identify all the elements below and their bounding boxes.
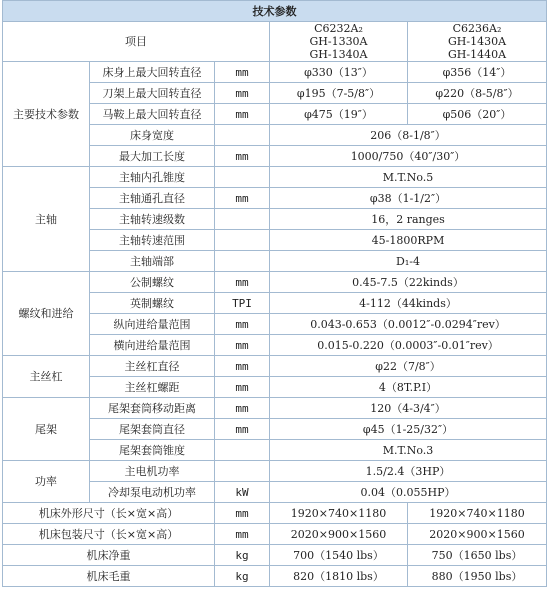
row-value: 16，2 ranges [270, 209, 547, 230]
row-unit: kW [215, 482, 270, 503]
row-value: 120（4-3/4″） [270, 398, 547, 419]
model-b-line-3: GH-1440A [447, 48, 507, 61]
row-name: 纵向进给量范围 [90, 314, 215, 335]
row-value: M.T.No.5 [270, 167, 547, 188]
section-label-leadscrew: 主丝杠 [3, 356, 90, 398]
row-name: 主轴内孔锥度 [90, 167, 215, 188]
row-unit [215, 440, 270, 461]
section-label-thread: 螺纹和进给 [3, 272, 90, 356]
table-row [3, 272, 547, 293]
row-value: φ38（1-1/2″） [270, 188, 547, 209]
table-row [3, 167, 547, 188]
row-value: 1000/750（40″/30″） [270, 146, 547, 167]
table-row [3, 566, 547, 587]
table-row [3, 545, 547, 566]
row-value-b: φ356（14″） [408, 62, 547, 83]
row-unit: mm [215, 503, 270, 524]
row-name: 机床净重 [3, 545, 215, 566]
row-value-a: 820（1810 lbs） [270, 566, 408, 587]
table-title: 技术参数 [3, 1, 547, 22]
row-unit [215, 209, 270, 230]
model-b-line-2: GH-1430A [447, 35, 507, 48]
row-value: 4-112（44kinds） [270, 293, 547, 314]
row-unit: mm [215, 188, 270, 209]
row-unit: mm [215, 335, 270, 356]
row-name: 公制螺纹 [90, 272, 215, 293]
row-value: 0.45-7.5（22kinds） [270, 272, 547, 293]
table-row [3, 524, 547, 545]
row-unit: mm [215, 356, 270, 377]
table-row [3, 356, 547, 377]
row-value: 0.043-0.653（0.0012″-0.0294″rev） [270, 314, 547, 335]
row-value-a: 1920×740×1180 [270, 503, 408, 524]
row-value-b: φ220（8-5/8″） [408, 83, 547, 104]
spec-table [2, 0, 547, 587]
row-unit [215, 230, 270, 251]
row-unit: mm [215, 314, 270, 335]
row-value-b: 2020×900×1560 [408, 524, 547, 545]
row-unit: mm [215, 524, 270, 545]
row-value: 45-1800RPM [270, 230, 547, 251]
row-value-a: 700（1540 lbs） [270, 545, 408, 566]
row-value: 4（8T.P.I） [270, 377, 547, 398]
row-name: 主轴通孔直径 [90, 188, 215, 209]
row-unit [215, 167, 270, 188]
row-value-a: φ330（13″） [270, 62, 408, 83]
table-row [3, 503, 547, 524]
row-name: 床身宽度 [90, 125, 215, 146]
row-name: 英制螺纹 [90, 293, 215, 314]
row-name: 冷却泵电动机功率 [90, 482, 215, 503]
table-row [3, 398, 547, 419]
row-unit: kg [215, 545, 270, 566]
table-row [3, 461, 547, 482]
row-name: 机床毛重 [3, 566, 215, 587]
model-a-header [270, 22, 408, 62]
row-name: 主丝杠螺距 [90, 377, 215, 398]
section-label-spindle: 主轴 [3, 167, 90, 272]
row-value: 1.5/2.4（3HP） [270, 461, 547, 482]
row-value: M.T.No.3 [270, 440, 547, 461]
row-value-a: φ475（19″） [270, 104, 408, 125]
row-unit: mm [215, 62, 270, 83]
row-value-a: φ195（7-5/8″） [270, 83, 408, 104]
row-unit: mm [215, 272, 270, 293]
item-header: 项目 [3, 22, 270, 62]
row-unit [215, 125, 270, 146]
row-value-b: φ506（20″） [408, 104, 547, 125]
row-value: D₁-4 [270, 251, 547, 272]
row-name: 主轴端部 [90, 251, 215, 272]
row-unit [215, 251, 270, 272]
model-b-line-1: C6236A₂ [452, 22, 502, 35]
row-value-a: 2020×900×1560 [270, 524, 408, 545]
model-a-line-2: GH-1330A [309, 35, 368, 48]
row-name: 刀架上最大回转直径 [90, 83, 215, 104]
row-name: 主轴转速范围 [90, 230, 215, 251]
row-unit: mm [215, 146, 270, 167]
row-name: 尾架套筒直径 [90, 419, 215, 440]
model-a-line-1: C6232A₂ [314, 22, 363, 35]
row-name: 机床外形尺寸（长×宽×高） [3, 503, 215, 524]
row-name: 机床包装尺寸（长×宽×高） [3, 524, 215, 545]
row-value-b: 750（1650 lbs） [408, 545, 547, 566]
row-name: 尾架套筒移动距离 [90, 398, 215, 419]
row-name: 主丝杠直径 [90, 356, 215, 377]
model-b-header [408, 22, 547, 62]
row-value: 0.015-0.220（0.0003″-0.01″rev） [270, 335, 547, 356]
row-name: 主电机功率 [90, 461, 215, 482]
row-unit: kg [215, 566, 270, 587]
row-value: 206（8-1/8″） [270, 125, 547, 146]
row-unit: mm [215, 83, 270, 104]
row-name: 最大加工长度 [90, 146, 215, 167]
row-name: 马鞍上最大回转直径 [90, 104, 215, 125]
table-row [3, 62, 547, 83]
row-name: 床身上最大回转直径 [90, 62, 215, 83]
section-label-main: 主要技术参数 [3, 62, 90, 167]
row-value: φ45（1-25/32″） [270, 419, 547, 440]
spec-table-container [2, 0, 548, 587]
row-unit: mm [215, 398, 270, 419]
row-name: 尾架套筒锥度 [90, 440, 215, 461]
row-value-b: 1920×740×1180 [408, 503, 547, 524]
model-a-line-3: GH-1340A [309, 48, 368, 61]
section-label-power: 功率 [3, 461, 90, 503]
row-value: φ22（7/8″） [270, 356, 547, 377]
section-label-tailstock: 尾架 [3, 398, 90, 461]
row-unit: mm [215, 377, 270, 398]
row-unit: mm [215, 104, 270, 125]
row-name: 主轴转速级数 [90, 209, 215, 230]
row-value: 0.04（0.055HP） [270, 482, 547, 503]
row-value-b: 880（1950 lbs） [408, 566, 547, 587]
row-name: 横向进给量范围 [90, 335, 215, 356]
row-unit: TPI [215, 293, 270, 314]
row-unit [215, 461, 270, 482]
row-unit: mm [215, 419, 270, 440]
